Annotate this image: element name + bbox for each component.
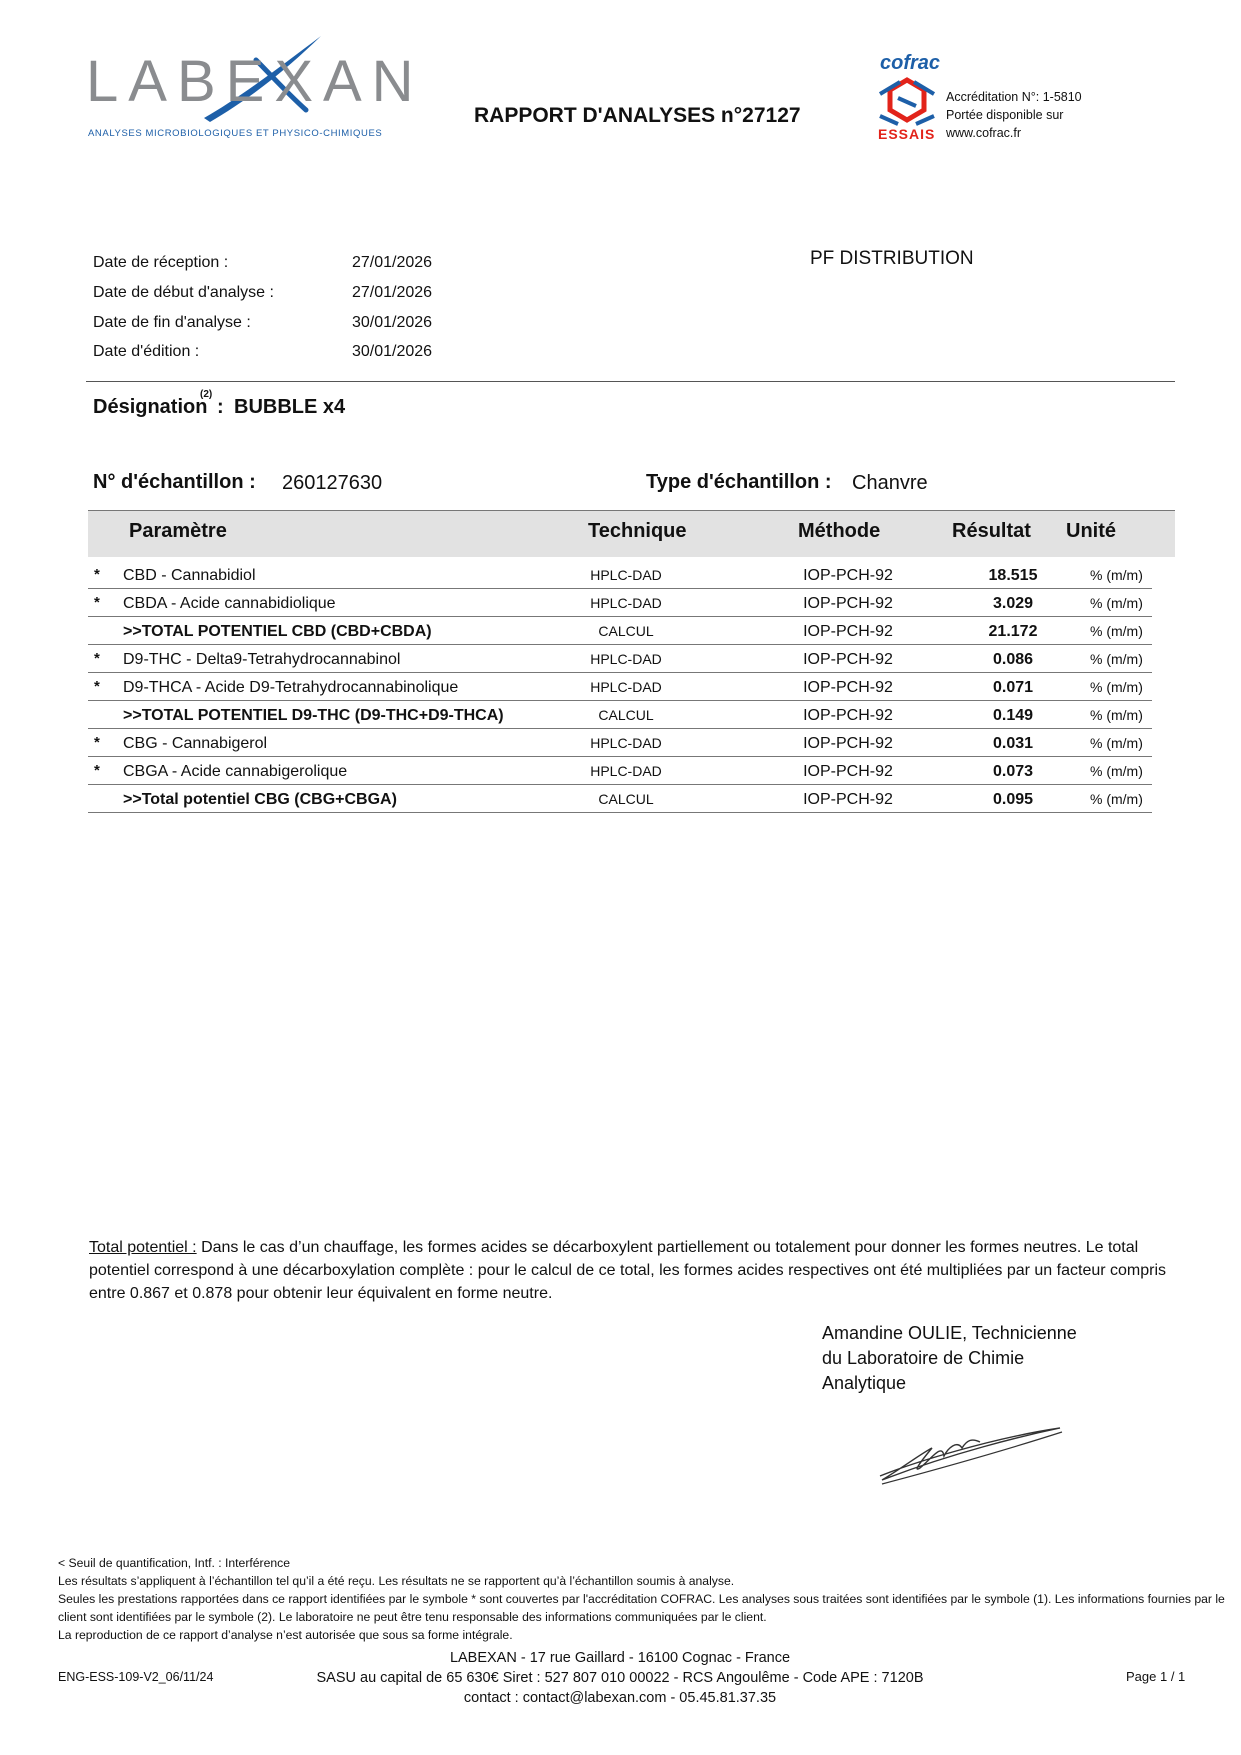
method-cell: IOP-PCH-92 <box>803 763 893 780</box>
parameter-cell: D9-THC - Delta9-Tetrahydrocannabinol <box>123 651 401 668</box>
accreditation-scope: Portée disponible sur <box>946 108 1064 122</box>
result-cell: 0.073 <box>992 763 1034 780</box>
table-row-total <box>88 785 1152 813</box>
analysis-start-label: Date de début d'analyse : <box>93 284 274 301</box>
result-cell: 0.031 <box>992 735 1034 752</box>
result-cell: 0.086 <box>992 651 1034 668</box>
accreditation-number: Accréditation N°: 1-5810 <box>946 90 1082 104</box>
accredited-star: * <box>94 650 100 667</box>
accredited-star: * <box>94 678 100 695</box>
method-cell: IOP-PCH-92 <box>803 735 893 752</box>
header-method: Méthode <box>798 520 881 542</box>
parameter-cell: CBD - Cannabidiol <box>123 567 256 584</box>
method-cell: IOP-PCH-92 <box>803 679 893 696</box>
unit-cell: % (m/m) <box>1090 651 1143 667</box>
edition-date-label: Date d'édition : <box>93 343 200 360</box>
header-parameter: Paramètre <box>129 520 227 542</box>
table-row-total <box>88 617 1152 645</box>
total-potential-note <box>89 1236 1179 1305</box>
sample-type-label: Type d'échantillon : <box>646 471 832 493</box>
footnote: Les résultats s’appliquent à l’échantillon tel qu’il a été reçu. Les résultats ne se rapportent qu’à l’échantillon soumis à analyse. <box>58 1574 735 1588</box>
accredited-star: * <box>94 594 100 611</box>
technique-cell: HPLC-DAD <box>590 595 662 611</box>
accreditation-info <box>946 88 1082 142</box>
method-cell: IOP-PCH-92 <box>803 791 893 808</box>
note-text: Dans le cas d’un chauffage, les formes acides se décarboxylent partiellement ou totalement pour donner les formes neutres. Le total potentiel correspond à une décarboxylation complète : pour le calcul de ce total, les formes acides respectives ont été multipliées par un facteur compris entre 0.867 et 0.878 pour obtenir leur équivalent en forme neutre. <box>89 1239 1167 1302</box>
logo-text: LABEXAN <box>86 49 424 114</box>
unit-cell: % (m/m) <box>1090 707 1143 723</box>
divider <box>86 381 1175 382</box>
client-name: PF DISTRIBUTION <box>810 248 974 269</box>
table-row <box>88 729 1152 757</box>
technique-cell: HPLC-DAD <box>590 679 662 695</box>
parameter-cell: >>TOTAL POTENTIEL D9-THC (D9-THC+D9-THCA) <box>123 707 504 724</box>
report-title: RAPPORT D'ANALYSES n°27127 <box>474 104 801 127</box>
result-cell: 0.095 <box>992 791 1034 808</box>
footnote: Seules les prestations rapportées dans ce rapport identifiées par le symbole * sont couvertes par l'accréditation COFRAC. Les analyses sous traitées sont identifiées par le symbole (1). Les informations fournies par le client sont identifiées par le symbole (2). Le laboratoire ne peut être tenu responsable des informations communiquées par le client. <box>58 1592 1225 1624</box>
document-reference: ENG-ESS-109-V2_06/11/24 <box>58 1670 214 1684</box>
reception-date-label: Date de réception : <box>93 254 229 271</box>
table-row <box>88 673 1152 701</box>
signatory-line: Amandine OULIE, Technicienne <box>822 1323 1077 1343</box>
address-line: LABEXAN - 17 rue Gaillard - 16100 Cognac - France <box>449 1650 791 1666</box>
note-title: Total potentiel : <box>89 1239 197 1256</box>
designation-value: BUBBLE x4 <box>234 396 346 418</box>
logo-subtitle: ANALYSES MICROBIOLOGIQUES ET PHYSICO-CHIMIQUES <box>88 128 383 139</box>
accreditation-url: www.cofrac.fr <box>946 126 1022 140</box>
reception-date-value: 27/01/2026 <box>352 254 433 271</box>
designation-label: Désignation : <box>93 396 224 418</box>
technique-cell: HPLC-DAD <box>590 763 662 779</box>
cofrac-logo <box>878 52 941 144</box>
method-cell: IOP-PCH-92 <box>803 707 893 724</box>
unit-cell: % (m/m) <box>1090 595 1143 611</box>
result-cell: 0.149 <box>992 707 1034 724</box>
parameter-cell: CBGA - Acide cannabigerolique <box>123 763 348 780</box>
header-technique: Technique <box>588 520 687 542</box>
sample-number-label: N° d'échantillon : <box>93 471 256 493</box>
parameter-cell: >>Total potentiel CBG (CBG+CBGA) <box>123 791 397 808</box>
result-cell: 3.029 <box>992 595 1034 612</box>
technique-cell: CALCUL <box>598 791 654 807</box>
result-cell: 21.172 <box>988 623 1038 640</box>
accredited-star: * <box>94 762 100 779</box>
header-unit: Unité <box>1066 520 1116 542</box>
unit-cell: % (m/m) <box>1090 763 1143 779</box>
analysis-end-label: Date de fin d'analyse : <box>93 314 251 331</box>
sample-number-value: 260127630 <box>282 472 383 494</box>
footnotes <box>58 1554 1238 1644</box>
designation-superscript: (2) <box>200 389 213 400</box>
signatory <box>822 1321 1077 1396</box>
cofrac-hexagon-icon <box>878 76 936 126</box>
footnote: La reproduction de ce rapport d’analyse n’est autorisée que sous sa forme intégrale. <box>58 1628 513 1642</box>
analysis-end-value: 30/01/2026 <box>352 314 433 331</box>
unit-cell: % (m/m) <box>1090 735 1143 751</box>
parameter-cell: D9-THCA - Acide D9-Tetrahydrocannabinolique <box>123 679 459 696</box>
labexan-logo <box>86 30 424 145</box>
header-result: Résultat <box>952 520 1031 542</box>
accredited-star: * <box>94 566 100 583</box>
unit-cell: % (m/m) <box>1090 567 1143 583</box>
result-cell: 0.071 <box>992 679 1034 696</box>
signatory-line: Analytique <box>822 1373 907 1393</box>
table-row <box>88 589 1152 617</box>
table-row <box>88 757 1152 785</box>
analysis-start-value: 27/01/2026 <box>352 284 433 301</box>
table-row <box>88 645 1152 673</box>
company-address <box>280 1648 960 1708</box>
edition-date-value: 30/01/2026 <box>352 343 433 360</box>
sample-type-value: Chanvre <box>852 472 928 494</box>
unit-cell: % (m/m) <box>1090 791 1143 807</box>
technique-cell: HPLC-DAD <box>590 567 662 583</box>
address-line: contact : contact@labexan.com - 05.45.81.37.35 <box>463 1690 777 1706</box>
cofrac-label: cofrac <box>880 52 941 74</box>
page-number: Page 1 / 1 <box>1126 1669 1186 1684</box>
accredited-star: * <box>94 734 100 751</box>
method-cell: IOP-PCH-92 <box>803 623 893 640</box>
signatory-line: du Laboratoire de Chimie <box>822 1348 1025 1368</box>
table-row-total <box>88 701 1152 729</box>
parameter-cell: CBDA - Acide cannabidiolique <box>123 595 336 612</box>
cofrac-essais: ESSAIS <box>878 126 936 142</box>
technique-cell: CALCUL <box>598 623 654 639</box>
signature-icon <box>872 1418 1067 1488</box>
table-row <box>88 561 1152 589</box>
unit-cell: % (m/m) <box>1090 623 1143 639</box>
method-cell: IOP-PCH-92 <box>803 651 893 668</box>
unit-cell: % (m/m) <box>1090 679 1143 695</box>
method-cell: IOP-PCH-92 <box>803 595 893 612</box>
parameter-cell: CBG - Cannabigerol <box>123 735 268 752</box>
technique-cell: CALCUL <box>598 707 654 723</box>
footnote: < Seuil de quantification, Intf. : Interférence <box>58 1556 291 1570</box>
parameter-cell: >>TOTAL POTENTIEL CBD (CBD+CBDA) <box>123 623 432 640</box>
address-line: SASU au capital de 65 630€ Siret : 527 807 010 00022 - RCS Angoulême - Code APE : 7120B <box>316 1670 924 1686</box>
result-cell: 18.515 <box>988 567 1038 584</box>
technique-cell: HPLC-DAD <box>590 735 662 751</box>
method-cell: IOP-PCH-92 <box>803 567 893 584</box>
technique-cell: HPLC-DAD <box>590 651 662 667</box>
